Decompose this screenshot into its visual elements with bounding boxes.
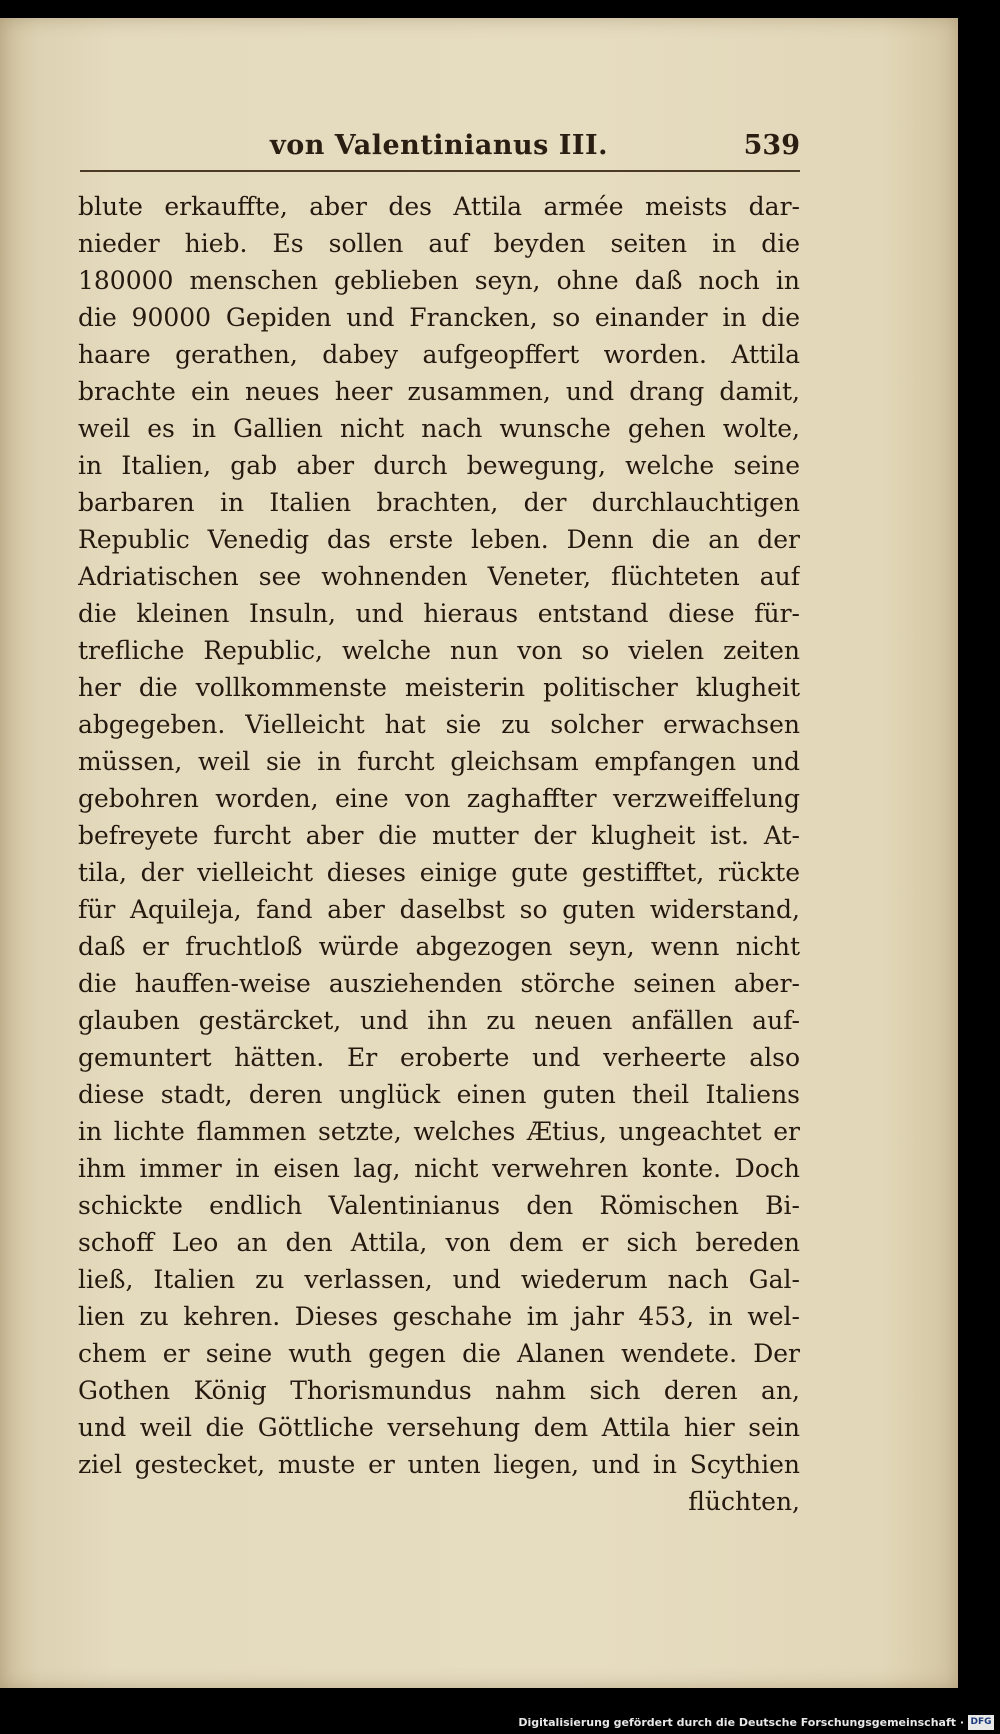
text-line: ließ, Italien zu verlassen, und wiederum nach Gal- bbox=[78, 1265, 800, 1294]
text-line: daß er fruchtloß würde abgezogen seyn, wenn nicht bbox=[78, 932, 800, 961]
text-line: in Italien, gab aber durch bewegung, welche seine bbox=[78, 451, 800, 480]
header-rule bbox=[80, 170, 800, 172]
text-line: Gothen König Thorismundus nahm sich deren an, bbox=[78, 1376, 800, 1405]
text-line: die hauffen-weise ausziehenden störche seinen aber- bbox=[78, 969, 800, 998]
text-line: in lichte flammen setzte, welches Ætius, ungeachtet er bbox=[78, 1117, 800, 1146]
text-line: für Aquileja, fand aber daselbst so guten widerstand, bbox=[78, 895, 800, 924]
text-line: haare gerathen, dabey aufgeopffert worden. Attila bbox=[78, 340, 800, 369]
running-head: von Valentinianus III. bbox=[270, 130, 609, 161]
text-line: lien zu kehren. Dieses geschahe im jahr 453, in wel- bbox=[78, 1302, 800, 1331]
text-line: gemuntert hätten. Er eroberte und verheerte also bbox=[78, 1043, 800, 1072]
text-line: flüchten, bbox=[688, 1487, 800, 1516]
text-line: die kleinen Insuln, und hieraus entstand diese für- bbox=[78, 599, 800, 628]
text-line: gebohren worden, eine von zaghaffter verzweiffelung bbox=[78, 784, 800, 813]
text-line: glauben gestärcket, und ihn zu neuen anfällen auf- bbox=[78, 1006, 800, 1035]
text-line: die 90000 Gepiden und Francken, so einander in die bbox=[78, 303, 800, 332]
text-line: trefliche Republic, welche nun von so vielen zeiten bbox=[78, 636, 800, 665]
text-line: blute erkauffte, aber des Attila armée meists dar- bbox=[78, 192, 800, 221]
text-line: nieder hieb. Es sollen auf beyden seiten in die bbox=[78, 229, 800, 258]
text-line: schoff Leo an den Attila, von dem er sich bereden bbox=[78, 1228, 800, 1257]
text-line: tila, der vielleicht dieses einige gute gestifftet, rückte bbox=[78, 858, 800, 887]
text-line: chem er seine wuth gegen die Alanen wendete. Der bbox=[78, 1339, 800, 1368]
text-line: barbaren in Italien brachten, der durchlauchtigen bbox=[78, 488, 800, 517]
body-text bbox=[78, 188, 800, 1520]
text-line: abgegeben. Vielleicht hat sie zu solcher erwachsen bbox=[78, 710, 800, 739]
footer-bar bbox=[0, 1712, 1000, 1734]
text-line: schickte endlich Valentinianus den Römischen Bi- bbox=[78, 1191, 800, 1220]
text-line: ziel gestecket, muste er unten liegen, und in Scythien bbox=[78, 1450, 800, 1479]
page-header bbox=[80, 130, 800, 180]
text-line: Adriatischen see wohnenden Veneter, flüchteten auf bbox=[78, 562, 800, 591]
funding-credit: Digitalisierung gefördert durch die Deutsche Forschungsgemeinschaft · bbox=[518, 1716, 964, 1729]
text-line: müssen, weil sie in furcht gleichsam empfangen und bbox=[78, 747, 800, 776]
text-line: her die vollkommenste meisterin politischer klugheit bbox=[78, 673, 800, 702]
text-line: befreyete furcht aber die mutter der klugheit ist. At- bbox=[78, 821, 800, 850]
text-line: brachte ein neues heer zusammen, und drang damit, bbox=[78, 377, 800, 406]
text-line: ihm immer in eisen lag, nicht verwehren konte. Doch bbox=[78, 1154, 800, 1183]
text-line: diese stadt, deren unglück einen guten theil Italiens bbox=[78, 1080, 800, 1109]
page-number: 539 bbox=[743, 130, 800, 161]
text-line: Republic Venedig das erste leben. Denn die an der bbox=[78, 525, 800, 554]
text-line: und weil die Göttliche versehung dem Attila hier sein bbox=[78, 1413, 800, 1442]
text-line: 180000 menschen geblieben seyn, ohne daß noch in bbox=[78, 266, 800, 295]
book-page bbox=[0, 18, 958, 1688]
dfg-logo-icon: DFG bbox=[968, 1715, 994, 1730]
text-line: weil es in Gallien nicht nach wunsche gehen wolte, bbox=[78, 414, 800, 443]
